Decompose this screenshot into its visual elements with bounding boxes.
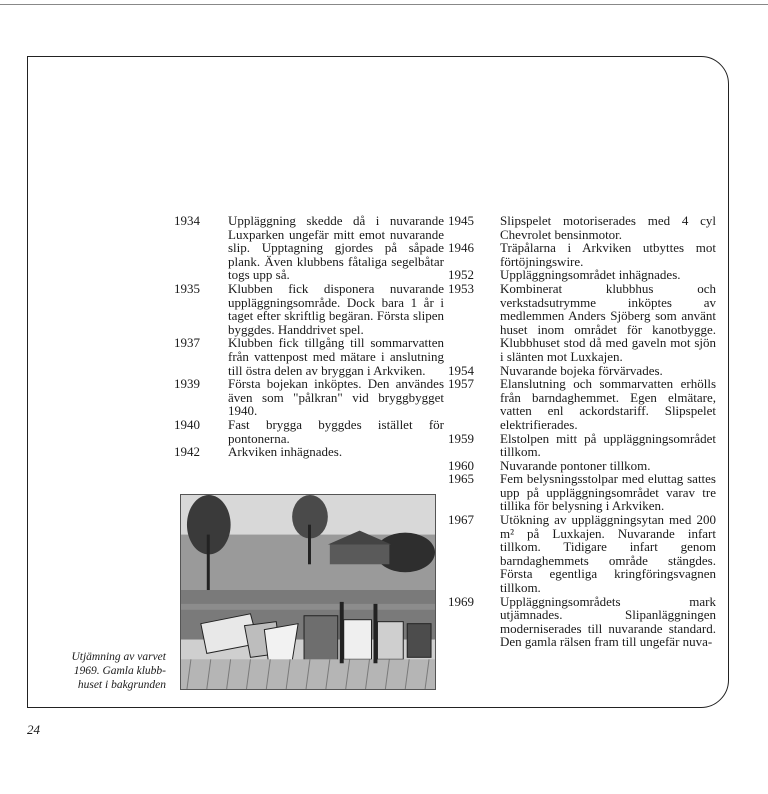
entry-year: 1942 [174, 444, 200, 460]
entry-year: 1959 [448, 430, 474, 446]
timeline-entry [448, 364, 716, 378]
timeline-entry [448, 377, 716, 431]
entry-year: 1960 [448, 457, 474, 473]
entry-year: 1957 [448, 376, 474, 392]
entry-year: 1937 [174, 335, 200, 351]
caption-line: Utjämning av varvet [71, 651, 166, 663]
timeline-entry [174, 214, 444, 282]
entry-year: 1945 [448, 213, 474, 228]
entry-year: 1952 [448, 267, 474, 283]
timeline-entry [174, 282, 444, 336]
entry-text: Klubben fick disponera nuvarande uppläggningsområde. Dock bara 1 år i taget efter skriftlig begäran. Första slipen byggdes. Handdrivet spel. [228, 280, 444, 337]
entry-year: 1934 [174, 213, 200, 228]
entry-text: Slipspelet motoriserades med 4 cyl Chevrolet bensinmotor. [500, 213, 716, 242]
caption-line: huset i bakgrunden [77, 679, 166, 691]
timeline-left-column [174, 214, 444, 459]
timeline-entry [448, 472, 716, 513]
timeline-entry [448, 595, 716, 649]
timeline-entry [448, 214, 716, 241]
entry-year: 1954 [448, 362, 474, 378]
entry-text: Första bojekan inköptes. Den användes även som "pålkran" vid bryggbygget 1940. [228, 376, 444, 419]
entry-text: Fast brygga byggdes istället för pontonerna. [228, 416, 444, 446]
timeline-entry [448, 282, 716, 364]
entry-year: 1953 [448, 280, 474, 296]
timeline-entry [174, 377, 444, 418]
entry-text: Elanslutning och sommarvatten erhölls från barndaghemmet. Egen elmätare, vatten enl ackordstariff. Slipspelet elektrifierades. [500, 376, 716, 432]
entry-text: Fem belysningsstolpar med eluttag sattes upp på uppläggningsområdet varav tre tillika för belysning i Arkviken. [500, 471, 716, 514]
entry-text: Träpålarna i Arkviken utbyttes mot förtöjningswire. [500, 240, 716, 269]
entry-year: 1946 [448, 240, 474, 256]
entry-year: 1967 [448, 512, 474, 528]
page-number: 24 [27, 722, 40, 737]
entry-year: 1940 [174, 416, 200, 432]
timeline-entry [174, 418, 444, 445]
entry-text: Utökning av uppläggningsytan med 200 m² på Luxkajen. Nuvarande infart tillkom. Tidigare infart genom barndaghemmets område stängdes. Första egentliga kringföringsvagnen tillkom. [500, 512, 716, 596]
timeline-entry [448, 459, 716, 473]
entry-text: Nuvarande pontoner tillkom. [500, 457, 651, 473]
entry-text: Elstolpen mitt på uppläggningsområdet tillkom. [500, 430, 716, 460]
entry-text: Klubben fick tillgång till sommarvatten från vattenpost med mätare i anslutning till östra delen av bryggan i Arkviken. [228, 335, 444, 378]
timeline-entry [448, 241, 716, 268]
entry-text: Nuvarande bojeka förvärvades. [500, 362, 663, 378]
top-rule [0, 4, 768, 5]
entry-text: Uppläggningsområdets mark utjämnades. Slipanläggningen moderniserades till nuvarande standard. Den gamla rälsen fram till ungefär nuva- [500, 593, 716, 650]
photo-caption [42, 650, 166, 692]
entry-text: Arkviken inhägnades. [228, 444, 343, 460]
caption-line: 1969. Gamla klubb- [73, 665, 166, 677]
timeline-entry [174, 336, 444, 377]
timeline-entry [174, 445, 444, 459]
entry-year: 1939 [174, 376, 200, 392]
entry-year: 1935 [174, 280, 200, 296]
entry-text: Uppläggningsområdet inhägnades. [500, 267, 681, 283]
boatyard-photo [180, 494, 436, 690]
timeline-entry [448, 513, 716, 595]
entry-year: 1965 [448, 471, 474, 487]
entry-year: 1969 [448, 593, 474, 609]
boatyard-photo-graphic [181, 495, 435, 689]
timeline-entry [448, 432, 716, 459]
entry-text: Uppläggning skedde då i nuvarande Luxparken ungefär mitt emot nuvarande slip. Upptagning gjordes på såpade plank. Även klubbens fåtaliga segelbåtar togs upp så. [228, 213, 444, 283]
timeline-entry [448, 268, 716, 282]
entry-text: Kombinerat klubbhus och verkstadsutrymme inköptes av medlemmen Anders Sjöberg som använt huset inom området för kanotbygge. Klubbhuset stod då med gaveln mot sjön i slänten mot Luxkajen. [500, 280, 716, 364]
timeline-right-column [448, 214, 716, 649]
